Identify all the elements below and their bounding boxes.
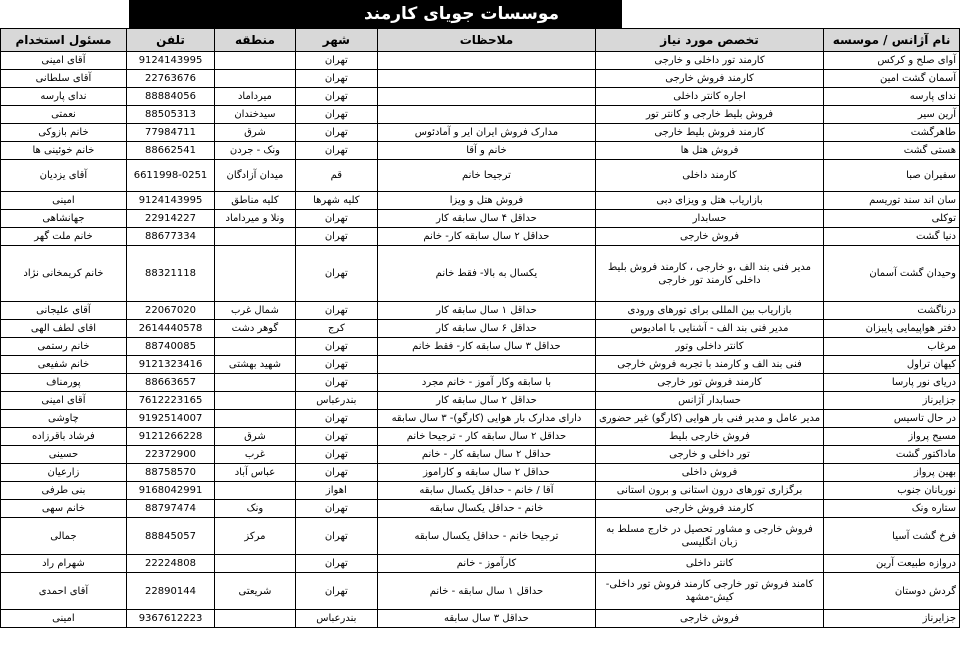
notes-cell: [377, 52, 595, 70]
city-cell: تهران: [295, 106, 377, 124]
notes-cell: با سابقه وکار آموز - خانم مجرد: [377, 374, 595, 392]
phone-cell: 9124143995: [126, 192, 214, 210]
specialty-cell: کانتر داخلی وتور: [595, 338, 823, 356]
area-cell: مرکز: [215, 518, 296, 555]
area-cell: شریعتی: [215, 573, 296, 610]
header-contact: مسئول استخدام: [1, 29, 127, 52]
table-row: [1, 52, 960, 70]
header-black-block-left: [129, 0, 301, 28]
contact-cell: زارعیان: [1, 464, 127, 482]
agency-cell: ماداکتور گشت: [824, 446, 960, 464]
city-cell: تهران: [295, 88, 377, 106]
table-row: [1, 573, 960, 610]
phone-cell: 22067020: [126, 302, 214, 320]
phone-cell: 9121323416: [126, 356, 214, 374]
city-cell: تهران: [295, 356, 377, 374]
contact-cell: خانم رستمی: [1, 338, 127, 356]
area-cell: [215, 482, 296, 500]
area-cell: [215, 228, 296, 246]
agency-cell: آسمان گشت امین: [824, 70, 960, 88]
page-title: موسسات جویای کارمند: [301, 0, 622, 28]
table-row: [1, 124, 960, 142]
table-header-row: [1, 29, 960, 52]
phone-cell: 22763676: [126, 70, 214, 88]
area-cell: [215, 70, 296, 88]
phone-cell: 88758570: [126, 464, 214, 482]
contact-cell: امینی: [1, 192, 127, 210]
notes-cell: حداقل ۲ سال سابقه کار- خانم: [377, 228, 595, 246]
city-cell: تهران: [295, 302, 377, 320]
specialty-cell: فروش بلیط خارجی و کانتر تور: [595, 106, 823, 124]
table-row: [1, 374, 960, 392]
contact-cell: جمالی: [1, 518, 127, 555]
city-cell: تهران: [295, 573, 377, 610]
area-cell: ونک - جردن: [215, 142, 296, 160]
contact-cell: امینی: [1, 610, 127, 628]
city-cell: تهران: [295, 246, 377, 302]
area-cell: سیدخندان: [215, 106, 296, 124]
city-cell: بندرعباس: [295, 392, 377, 410]
phone-cell: 88663657: [126, 374, 214, 392]
specialty-cell: مدیر فنی بند الف - آشنایی با امادیوس: [595, 320, 823, 338]
area-cell: شهید بهشتی: [215, 356, 296, 374]
specialty-cell: فروش هتل ها: [595, 142, 823, 160]
contact-cell: آقای امینی: [1, 392, 127, 410]
table-row: [1, 392, 960, 410]
phone-cell: 22914227: [126, 210, 214, 228]
agency-cell: ستاره ونک: [824, 500, 960, 518]
phone-cell: 88797474: [126, 500, 214, 518]
contact-cell: جهانشاهی: [1, 210, 127, 228]
specialty-cell: بازاریاب هتل و ویزای دبی: [595, 192, 823, 210]
notes-cell: حداقل ۴ سال سابقه کار: [377, 210, 595, 228]
area-cell: ونلا و میرداماد: [215, 210, 296, 228]
header-notes: ملاحظات: [377, 29, 595, 52]
header-specialty: تخصص مورد نیاز: [595, 29, 823, 52]
specialty-cell: فروش خارجی و مشاور تحصیل در خارج مسلط به زبان انگلیسی: [595, 518, 823, 555]
agency-cell: جزایرناز: [824, 610, 960, 628]
contact-cell: خانم سهی: [1, 500, 127, 518]
agency-cell: جزایرناز: [824, 392, 960, 410]
city-cell: تهران: [295, 464, 377, 482]
table-row: [1, 192, 960, 210]
contact-cell: اقای لطف الهی: [1, 320, 127, 338]
city-cell: تهران: [295, 555, 377, 573]
agency-cell: وحیدان گشت آسمان: [824, 246, 960, 302]
notes-cell: دارای مدارک بار هوایی (کارگو)- ۳ سال سابقه: [377, 410, 595, 428]
phone-cell: 88662541: [126, 142, 214, 160]
contact-cell: پورمناف: [1, 374, 127, 392]
notes-cell: ترجیحا خانم - حداقل یکسال سابقه: [377, 518, 595, 555]
specialty-cell: اجاره کانتر داخلی: [595, 88, 823, 106]
phone-cell: 9168042991: [126, 482, 214, 500]
contact-cell: چاوشی: [1, 410, 127, 428]
city-cell: قم: [295, 160, 377, 192]
notes-cell: [377, 356, 595, 374]
specialty-cell: کارمند فروش بلیط خارجی: [595, 124, 823, 142]
notes-cell: حداقل ۲ سال سابقه کار: [377, 392, 595, 410]
phone-cell: 22372900: [126, 446, 214, 464]
contact-cell: آقای امینی: [1, 52, 127, 70]
area-cell: عباس آباد: [215, 464, 296, 482]
specialty-cell: مدیر فنی بند الف ،و خارجی ، کارمند فروش بلیط داخلی کارمند تور خارجی: [595, 246, 823, 302]
table-row: [1, 246, 960, 302]
city-cell: تهران: [295, 374, 377, 392]
city-cell: اهواز: [295, 482, 377, 500]
contact-cell: فرشاد باقرزاده: [1, 428, 127, 446]
city-cell: تهران: [295, 228, 377, 246]
specialty-cell: فروش خارجی بلیط: [595, 428, 823, 446]
table-row: [1, 70, 960, 88]
area-cell: غرب: [215, 446, 296, 464]
city-cell: تهران: [295, 124, 377, 142]
area-cell: گوهر دشت: [215, 320, 296, 338]
specialty-cell: کارمند فروش خارجی: [595, 500, 823, 518]
area-cell: [215, 338, 296, 356]
table-row: [1, 610, 960, 628]
contact-cell: آقای احمدی: [1, 573, 127, 610]
contact-cell: حسینی: [1, 446, 127, 464]
table-row: [1, 106, 960, 124]
notes-cell: آقا / خانم - حداقل یکسال سابقه: [377, 482, 595, 500]
phone-cell: 77984711: [126, 124, 214, 142]
phone-cell: 88321118: [126, 246, 214, 302]
notes-cell: ترجیحا خانم: [377, 160, 595, 192]
specialty-cell: برگزاری تورهای درون استانی و برون استانی: [595, 482, 823, 500]
phone-cell: 88740085: [126, 338, 214, 356]
city-cell: تهران: [295, 70, 377, 88]
agency-cell: سفیران صبا: [824, 160, 960, 192]
phone-cell: 7612223165: [126, 392, 214, 410]
table-row: [1, 160, 960, 192]
specialty-cell: فروش داخلی: [595, 464, 823, 482]
table-body: [1, 52, 960, 628]
city-cell: تهران: [295, 142, 377, 160]
table-row: [1, 320, 960, 338]
agency-cell: مسیح پرواز: [824, 428, 960, 446]
notes-cell: کارآموز - خانم: [377, 555, 595, 573]
header-area: منطقه: [215, 29, 296, 52]
header-phone: تلفن: [126, 29, 214, 52]
notes-cell: فروش هتل و ویزا: [377, 192, 595, 210]
notes-cell: حداقل ۱ سال سابقه کار: [377, 302, 595, 320]
city-cell: تهران: [295, 210, 377, 228]
table-row: [1, 518, 960, 555]
specialty-cell: کارمند فروش خارجی: [595, 70, 823, 88]
notes-cell: خانم - حداقل یکسال سابقه: [377, 500, 595, 518]
area-cell: [215, 555, 296, 573]
specialty-cell: فروش خارجی: [595, 610, 823, 628]
table-row: [1, 428, 960, 446]
contact-cell: خانم کریمخانی نژاد: [1, 246, 127, 302]
table-row: [1, 500, 960, 518]
notes-cell: [377, 88, 595, 106]
phone-cell: 6611998-0251: [126, 160, 214, 192]
city-cell: تهران: [295, 518, 377, 555]
notes-cell: حداقل ۳ سال سابقه: [377, 610, 595, 628]
notes-cell: خانم و آقا: [377, 142, 595, 160]
table-row: [1, 142, 960, 160]
table-row: [1, 228, 960, 246]
city-cell: کلیه شهرها: [295, 192, 377, 210]
specialty-cell: فنی بند الف و کارمند با تجربه فروش خارجی: [595, 356, 823, 374]
area-cell: [215, 392, 296, 410]
table-row: [1, 88, 960, 106]
city-cell: بندرعباس: [295, 610, 377, 628]
city-cell: تهران: [295, 338, 377, 356]
table-row: [1, 482, 960, 500]
phone-cell: 88505313: [126, 106, 214, 124]
area-cell: میدان آزادگان: [215, 160, 296, 192]
notes-cell: حداقل ۲ سال سابقه کار - ترجیحا خانم: [377, 428, 595, 446]
city-cell: تهران: [295, 410, 377, 428]
listings-table: [0, 28, 960, 628]
agency-cell: دریای نور پارسا: [824, 374, 960, 392]
agency-cell: توکلی: [824, 210, 960, 228]
agency-cell: آرین سیر: [824, 106, 960, 124]
phone-cell: 88677334: [126, 228, 214, 246]
contact-cell: شهرام راد: [1, 555, 127, 573]
area-cell: [215, 246, 296, 302]
specialty-cell: تور داخلی و خارجی: [595, 446, 823, 464]
agency-cell: نوریانان جنوب: [824, 482, 960, 500]
phone-cell: 9124143995: [126, 52, 214, 70]
phone-cell: 2614440578: [126, 320, 214, 338]
agency-cell: دنیا گشت: [824, 228, 960, 246]
specialty-cell: حسابدار: [595, 210, 823, 228]
agency-cell: کیهان تراول: [824, 356, 960, 374]
area-cell: کلیه مناطق: [215, 192, 296, 210]
table-row: [1, 446, 960, 464]
specialty-cell: کامند فروش تور خارجی کارمند فروش تور داخلی-کیش-مشهد: [595, 573, 823, 610]
table-row: [1, 302, 960, 320]
notes-cell: حداقل ۳ سال سابقه کار- فقط خانم: [377, 338, 595, 356]
agency-cell: فرخ گشت آسیا: [824, 518, 960, 555]
city-cell: تهران: [295, 446, 377, 464]
agency-cell: هستی گشت: [824, 142, 960, 160]
notes-cell: حداقل ۶ سال سابقه کار: [377, 320, 595, 338]
specialty-cell: کارمند تور داخلی و خارجی: [595, 52, 823, 70]
area-cell: شرق: [215, 124, 296, 142]
agency-cell: آوای صلح و کرکس: [824, 52, 960, 70]
phone-cell: 88845057: [126, 518, 214, 555]
notes-cell: [377, 70, 595, 88]
table-row: [1, 338, 960, 356]
specialty-cell: کارمند داخلی: [595, 160, 823, 192]
agency-cell: درناگشت: [824, 302, 960, 320]
specialty-cell: مدیر عامل و مدیر فنی بار هوایی (کارگو) غیر حضوری: [595, 410, 823, 428]
header-city: شهر: [295, 29, 377, 52]
specialty-cell: فروش خارجی: [595, 228, 823, 246]
city-cell: تهران: [295, 428, 377, 446]
agency-cell: سان اند سند توریسم: [824, 192, 960, 210]
contact-cell: آقای علیجانی: [1, 302, 127, 320]
notes-cell: مدارک فروش ایران ایر و آمادئوس: [377, 124, 595, 142]
specialty-cell: حسابدار آژانس: [595, 392, 823, 410]
phone-cell: 22890144: [126, 573, 214, 610]
table-row: [1, 356, 960, 374]
agency-cell: گردش دوستان: [824, 573, 960, 610]
area-cell: ونک: [215, 500, 296, 518]
notes-cell: حداقل ۲ سال سابقه کار - خانم: [377, 446, 595, 464]
agency-cell: در حال تاسیس: [824, 410, 960, 428]
table-row: [1, 210, 960, 228]
agency-cell: مرغاب: [824, 338, 960, 356]
agency-cell: طاهرگشت: [824, 124, 960, 142]
contact-cell: آقای سلطانی: [1, 70, 127, 88]
area-cell: [215, 374, 296, 392]
table-row: [1, 410, 960, 428]
notes-cell: حداقل ۲ سال سابقه و کاراموز: [377, 464, 595, 482]
agency-cell: بهین پرواز: [824, 464, 960, 482]
header-agency: نام آژانس / موسسه: [824, 29, 960, 52]
specialty-cell: کانتر داخلی: [595, 555, 823, 573]
notes-cell: حداقل ۱ سال سابقه - خانم: [377, 573, 595, 610]
phone-cell: 9192514007: [126, 410, 214, 428]
notes-cell: [377, 106, 595, 124]
agency-cell: دروازه طبیعت آرین: [824, 555, 960, 573]
contact-cell: خانم شفیعی: [1, 356, 127, 374]
contact-cell: خانم بازوکی: [1, 124, 127, 142]
notes-cell: یکسال به بالا- فقط خانم: [377, 246, 595, 302]
contact-cell: خانم خوئینی ها: [1, 142, 127, 160]
phone-cell: 22224808: [126, 555, 214, 573]
contact-cell: نعمتی: [1, 106, 127, 124]
phone-cell: 9121266228: [126, 428, 214, 446]
area-cell: شمال غرب: [215, 302, 296, 320]
phone-cell: 9367612223: [126, 610, 214, 628]
city-cell: کرج: [295, 320, 377, 338]
area-cell: [215, 52, 296, 70]
contact-cell: آقای یزدیان: [1, 160, 127, 192]
specialty-cell: کارمند فروش تور خارجی: [595, 374, 823, 392]
area-cell: [215, 610, 296, 628]
area-cell: میرداماد: [215, 88, 296, 106]
city-cell: تهران: [295, 500, 377, 518]
agency-cell: دفتر هواپیمایی پایبزان: [824, 320, 960, 338]
city-cell: تهران: [295, 52, 377, 70]
contact-cell: بنی طرفی: [1, 482, 127, 500]
agency-cell: ندای پارسه: [824, 88, 960, 106]
contact-cell: خانم ملت گهر: [1, 228, 127, 246]
contact-cell: ندای پارسه: [1, 88, 127, 106]
area-cell: [215, 410, 296, 428]
table-row: [1, 464, 960, 482]
table-row: [1, 555, 960, 573]
area-cell: شرق: [215, 428, 296, 446]
phone-cell: 88884056: [126, 88, 214, 106]
specialty-cell: بازاریاب بین المللی برای تورهای ورودی: [595, 302, 823, 320]
